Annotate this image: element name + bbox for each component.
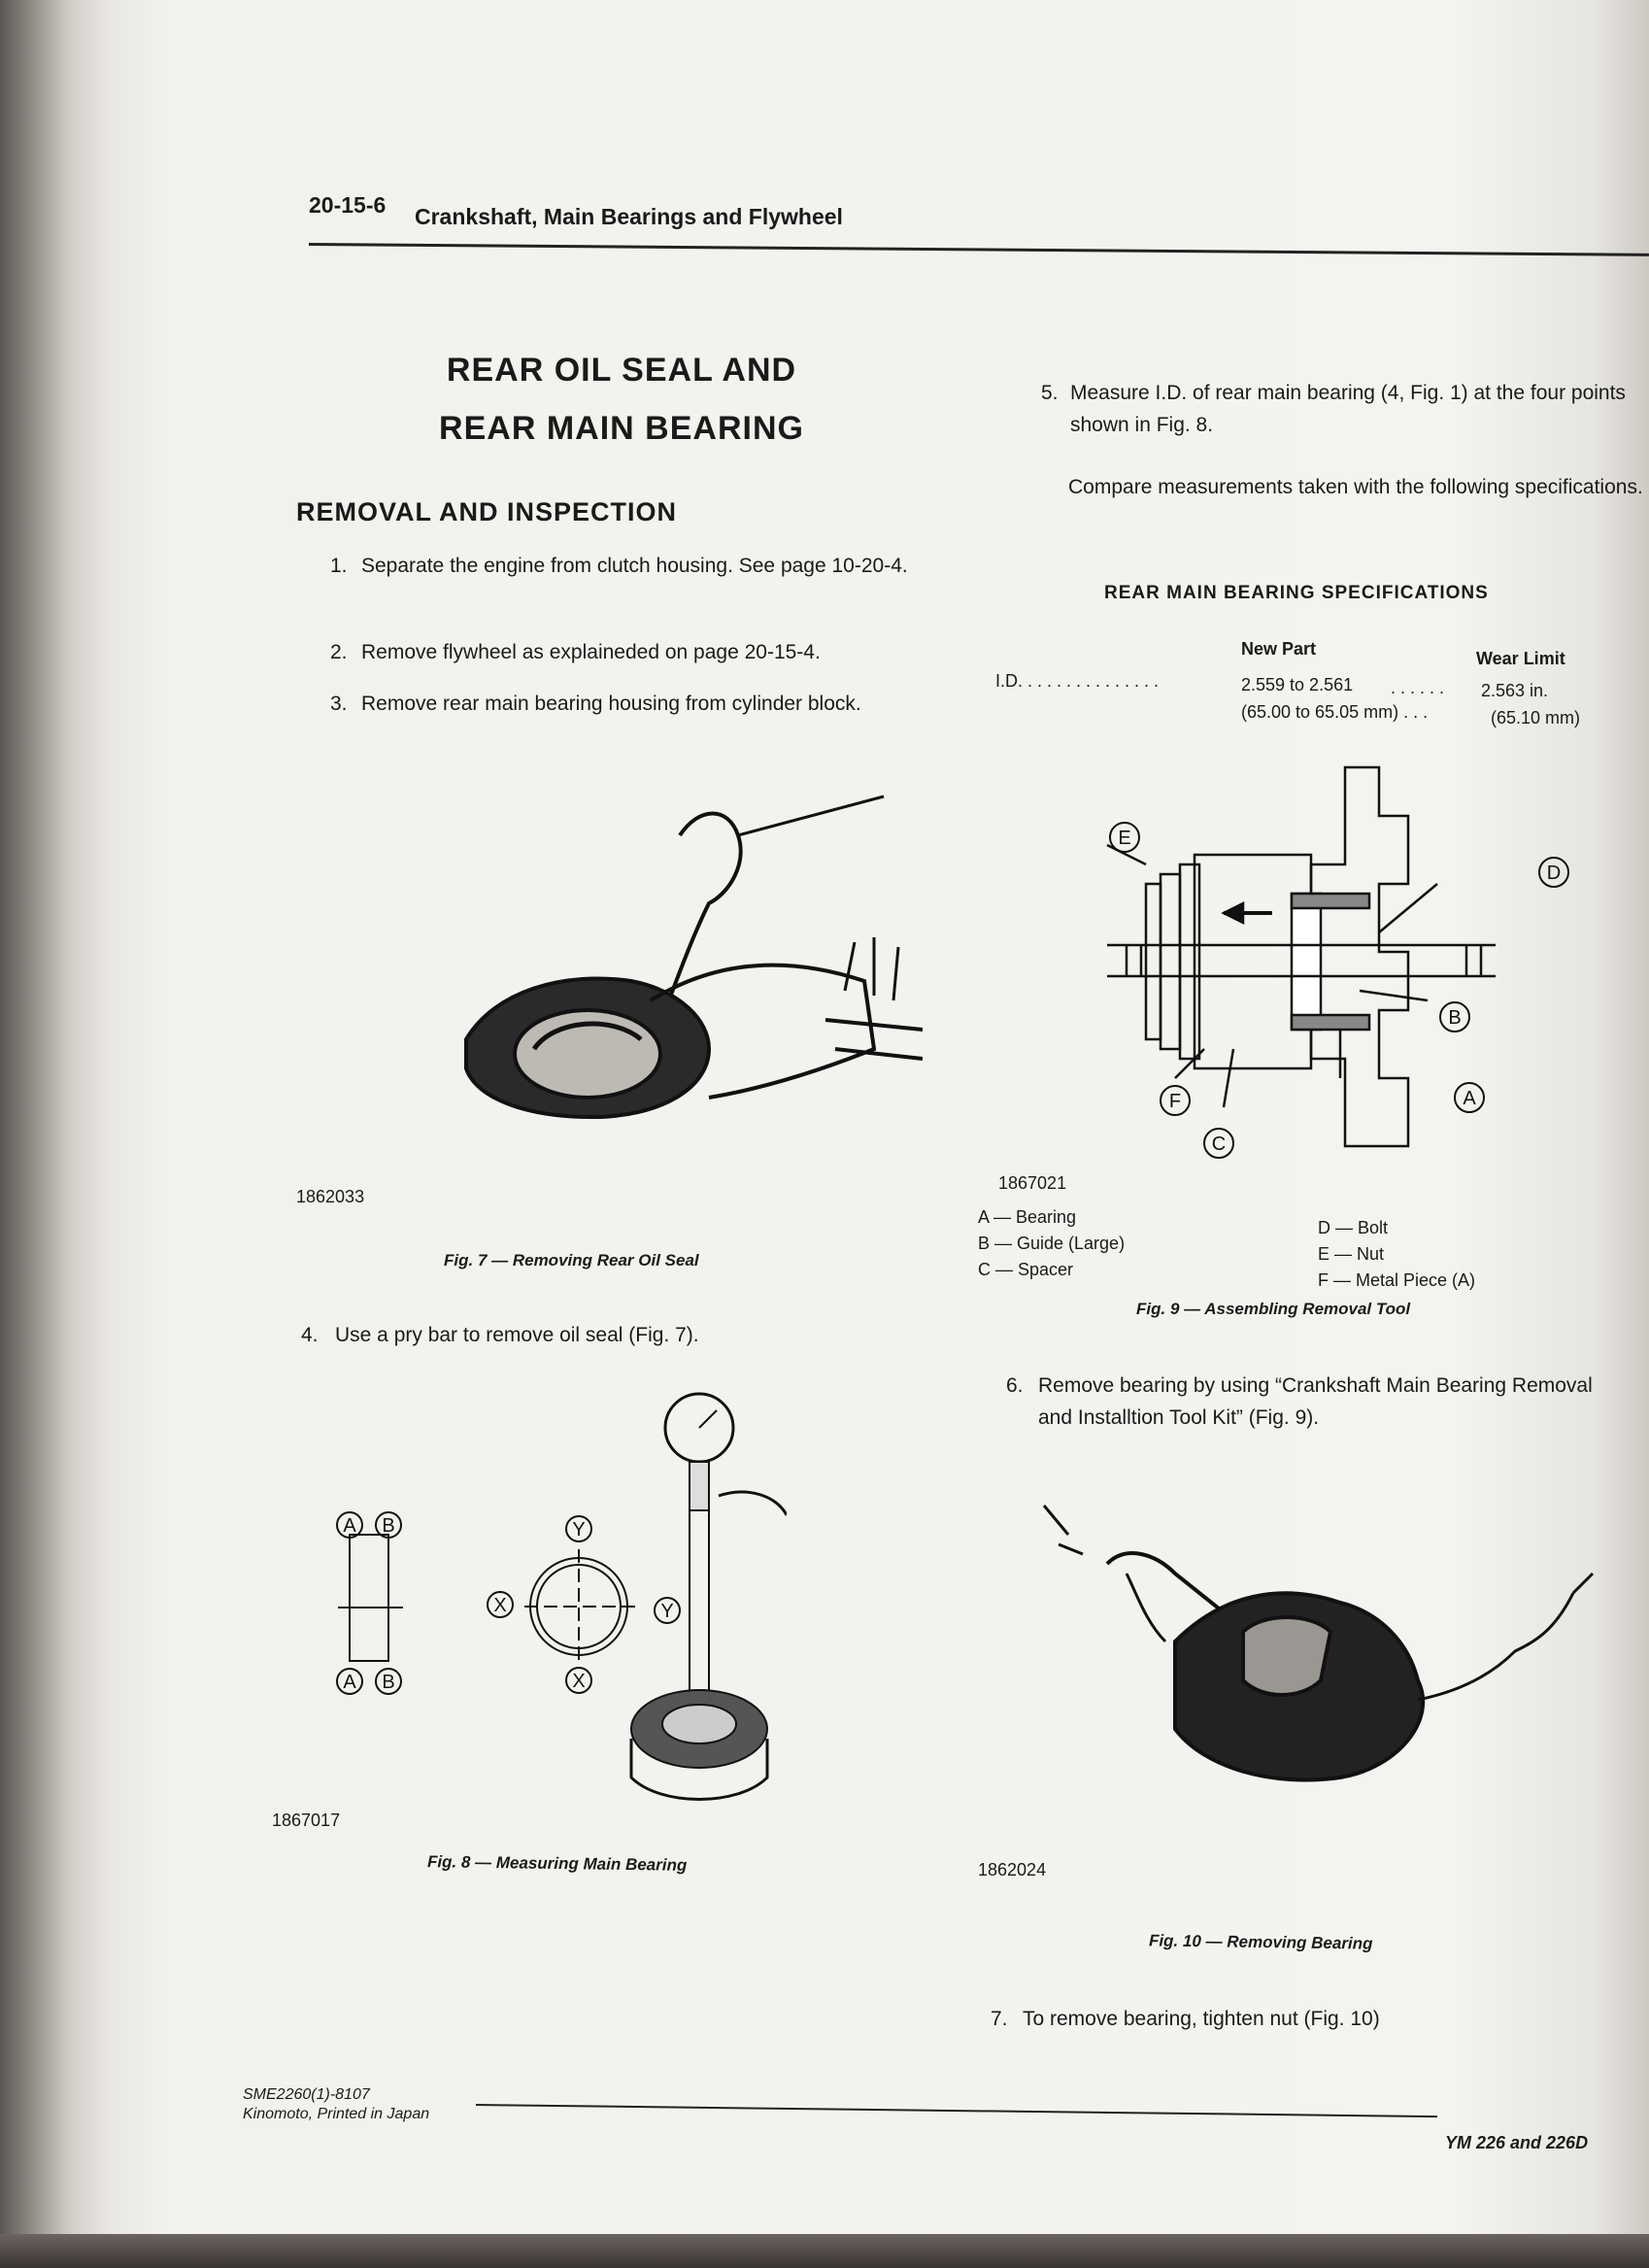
legend-item: A — Bearing [978, 1207, 1077, 1227]
spec-col-new: New Part [1241, 639, 1317, 659]
legend-item: D — Bolt [1318, 1218, 1389, 1237]
pry-bar-hand [665, 814, 741, 1011]
footer-model: YM 226 and 226D [1445, 2133, 1589, 2152]
fig9-legend-right [1318, 1215, 1475, 1294]
callout-c: C [1211, 1134, 1227, 1155]
legend-item: B — Guide (Large) [978, 1234, 1126, 1253]
fig10-caption: Fig. 10 — Removing Bearing [1148, 1931, 1373, 1953]
callout-f: F [1168, 1091, 1182, 1112]
step-6 [1006, 1370, 1628, 1434]
section-subtitle: REMOVAL AND INSPECTION [296, 497, 678, 526]
step-number: 6. [1006, 1374, 1024, 1397]
label-x-bottom: X [572, 1671, 586, 1692]
spec-wear-dots: . . . . . . [1391, 678, 1445, 697]
step-text: To remove bearing, tighten nut (Fig. 10) [1023, 2008, 1380, 2030]
step-number: 5. [1041, 382, 1059, 404]
step-text: Measure I.D. of rear main bearing (4, Fig. 1) at the four points shown in Fig. 8. [1070, 382, 1626, 436]
spec-row-label: I.D. . . . . . . . . . . . . . . [995, 671, 1160, 691]
fig7-number: 1862033 [296, 1187, 365, 1206]
callout-a: A [1463, 1088, 1476, 1109]
legend-item: E — Nut [1318, 1244, 1385, 1264]
label-y-right: Y [660, 1601, 674, 1622]
step-text: Remove rear main bearing housing from cylinder block. [361, 693, 861, 715]
spec-new-in: 2.559 to 2.561 [1241, 675, 1354, 694]
legend-item: F — Metal Piece (A) [1318, 1270, 1476, 1290]
spec-col-wear: Wear Limit [1476, 649, 1565, 668]
section-title-line2: REAR MAIN BEARING [439, 410, 804, 447]
step-text: Use a pry bar to remove oil seal (Fig. 7). [335, 1324, 699, 1346]
label-x-left: X [493, 1595, 507, 1616]
fig9-legend-left [978, 1204, 1125, 1283]
step-5 [1041, 377, 1649, 441]
step-number: 4. [301, 1324, 319, 1346]
step-number: 7. [991, 2008, 1008, 2030]
fig7-illustration [418, 777, 923, 1166]
step-2 [330, 636, 932, 668]
step-text: Remove bearing by using “Crankshaft Main Bearing Removal and Installtion Tool Kit” (Fig. 9). [1038, 1374, 1593, 1429]
compare-specs-text: Compare measurements taken with the following specifications. [1068, 476, 1643, 498]
fig8-number: 1867017 [272, 1811, 341, 1830]
step-number: 2. [330, 641, 348, 663]
fig7-caption: Fig. 7 — Removing Rear Oil Seal [444, 1251, 699, 1269]
callout-e: E [1118, 828, 1131, 849]
footer-doc-code: SME2260(1)-8107 [243, 2086, 370, 2103]
spec-wear-in: 2.563 in. [1481, 681, 1549, 700]
scanner-edge [0, 2234, 1649, 2268]
label-a-top: A [343, 1515, 356, 1537]
label-b-bottom: B [382, 1672, 395, 1693]
fig9-caption: Fig. 9 — Assembling Removal Tool [1136, 1300, 1411, 1318]
step-number: 3. [330, 693, 348, 715]
page-header-title: Crankshaft, Main Bearings and Flywheel [415, 204, 843, 229]
step-text: Remove flywheel as explaineded on page 20-15-4. [361, 641, 821, 663]
step-7 [991, 2003, 1612, 2035]
step-text: Separate the engine from clutch housing. See page 10-20-4. [361, 555, 908, 577]
step-number: 1. [330, 555, 348, 577]
flywheel-section [1311, 767, 1408, 1146]
callout-d: D [1546, 863, 1562, 884]
fig8-caption: Fig. 8 — Measuring Main Bearing [426, 1852, 688, 1875]
step-3 [330, 688, 932, 720]
step-4 [301, 1319, 903, 1351]
spec-new-mm: (65.00 to 65.05 mm) . . . [1241, 702, 1429, 722]
fig9-number: 1867021 [998, 1173, 1067, 1193]
fig10-number: 1862024 [978, 1860, 1047, 1879]
label-b-top: B [382, 1515, 395, 1537]
fig8-diagram [320, 1389, 787, 1826]
legend-item: C — Spacer [978, 1260, 1074, 1279]
fig10-illustration [1029, 1486, 1612, 1816]
page-reference: 20-15-6 [309, 192, 387, 218]
section-title-line1: REAR OIL SEAL AND [446, 352, 797, 389]
label-a-bottom: A [343, 1672, 356, 1693]
spec-table-title: REAR MAIN BEARING SPECIFICATIONS [1104, 583, 1489, 603]
step-1 [330, 550, 932, 582]
bearing-side-view [350, 1535, 388, 1661]
callout-b: B [1448, 1007, 1462, 1029]
label-y-top: Y [572, 1519, 586, 1540]
footer-printed-in: Kinomoto, Printed in Japan [243, 2106, 430, 2122]
fig9-diagram [1088, 758, 1593, 1166]
spec-wear-mm: (65.10 mm) [1491, 708, 1581, 728]
